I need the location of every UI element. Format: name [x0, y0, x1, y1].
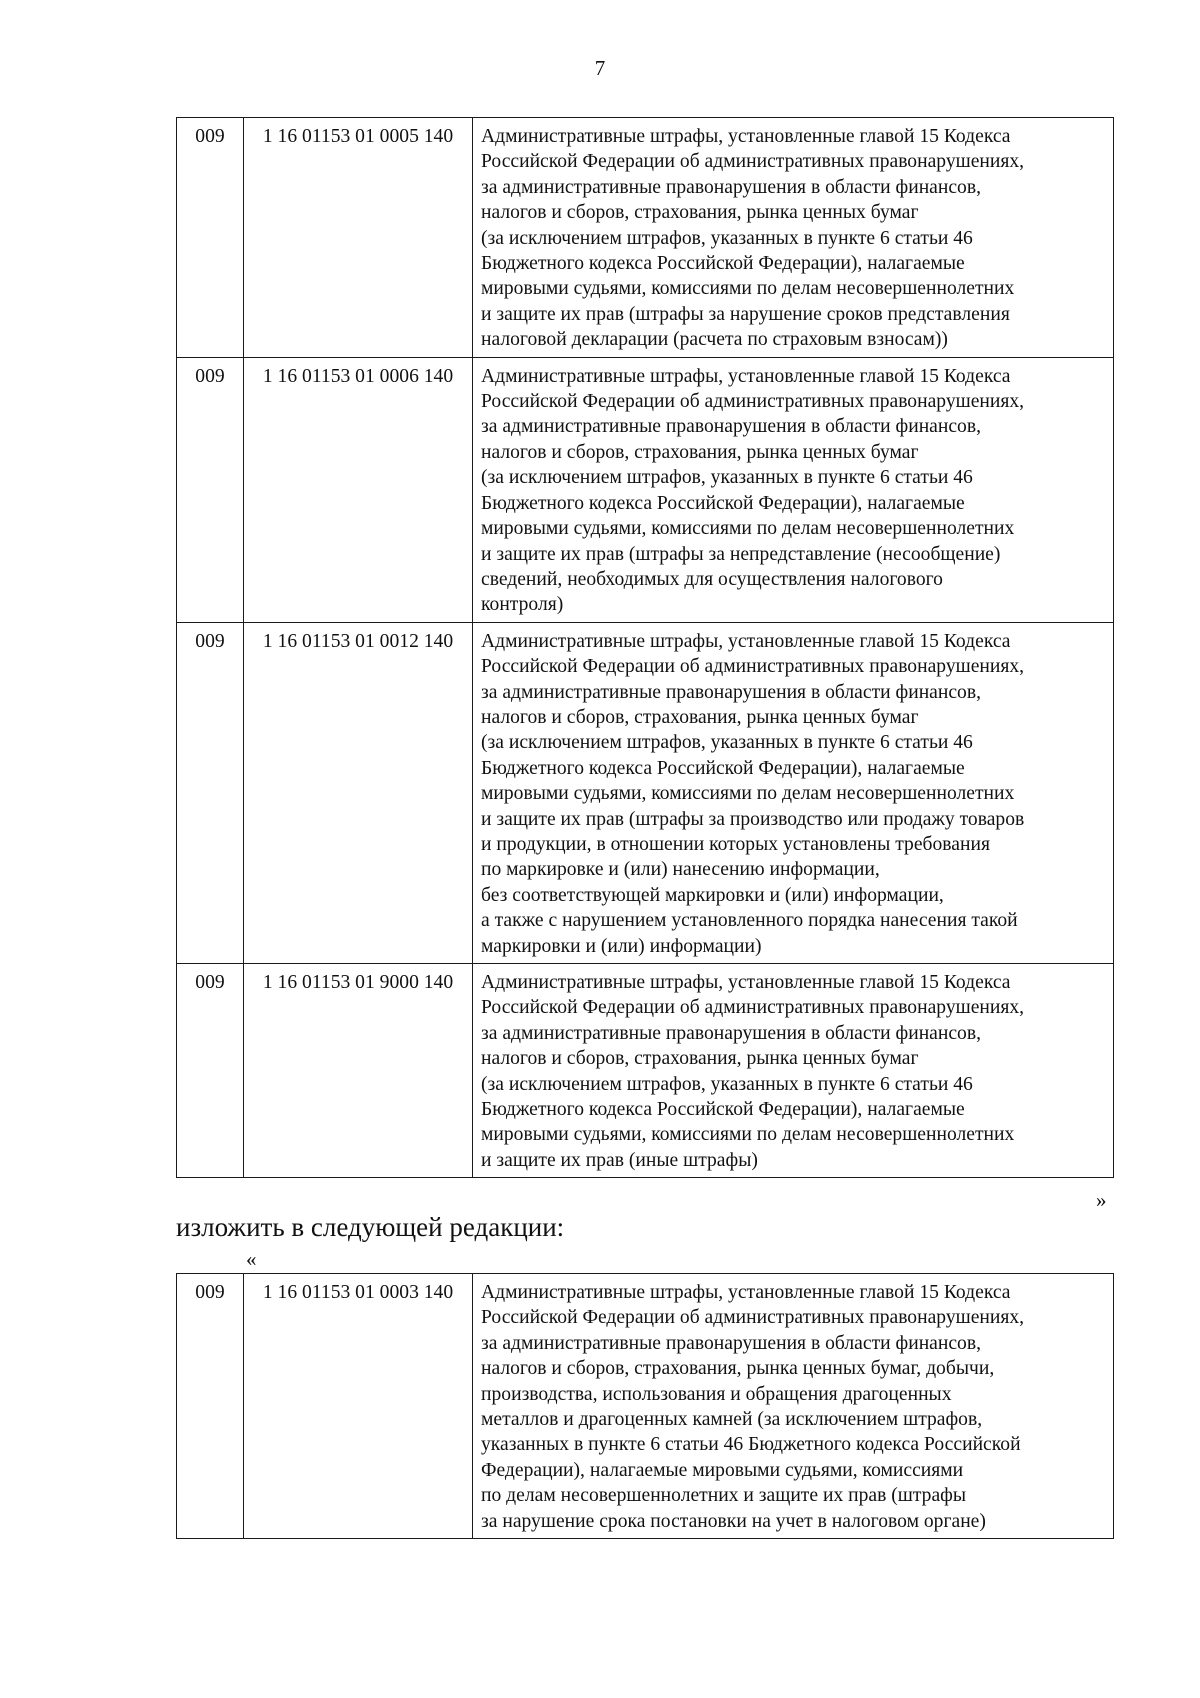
description-line: мировыми судьями, комиссиями по делам несовершеннолетних — [481, 1124, 1015, 1146]
description-line: за административные правонарушения в области финансов, — [481, 681, 982, 703]
budget-codes-table-new — [176, 1273, 1114, 1539]
description-line: за административные правонарушения в области финансов, — [481, 1022, 982, 1044]
table-row — [177, 357, 1114, 622]
admin-code-cell: 009 — [177, 357, 244, 622]
description-line: налогов и сборов, страхования, рынка ценных бумаг — [481, 1048, 919, 1070]
description-line: мировыми судьями, комиссиями по делам несовершеннолетних — [481, 783, 1015, 805]
description-line: Российской Федерации об административных правонарушениях, — [481, 656, 1025, 678]
admin-code-cell: 009 — [177, 1274, 244, 1539]
income-description-cell — [473, 1274, 1114, 1539]
budget-classification-code-cell: 1 16 01153 01 0012 140 — [244, 622, 473, 963]
table-row — [177, 622, 1114, 963]
description-line: и защите их прав (штрафы за непредставление (несообщение) — [481, 543, 1001, 565]
description-line: производства, использования и обращения драгоценных — [481, 1383, 952, 1405]
income-description-cell — [473, 622, 1114, 963]
description-line: налогов и сборов, страхования, рынка ценных бумаг, добычи, — [481, 1358, 995, 1380]
description-line: мировыми судьями, комиссиями по делам несовершеннолетних — [481, 278, 1015, 300]
admin-code-cell: 009 — [177, 622, 244, 963]
description-line: и продукции, в отношении которых установлены требования — [481, 833, 990, 855]
income-description-cell — [473, 964, 1114, 1178]
description-line: за административные правонарушения в области финансов, — [481, 176, 982, 198]
budget-codes-table-old — [176, 117, 1114, 1178]
description-line: за административные правонарушения в области финансов, — [481, 1332, 982, 1354]
budget-classification-code-cell: 1 16 01153 01 0005 140 — [244, 118, 473, 358]
amendment-instruction: изложить в следующей редакции: — [176, 1212, 565, 1242]
description-line: за административные правонарушения в области финансов, — [481, 416, 982, 438]
budget-classification-code-cell: 1 16 01153 01 0006 140 — [244, 357, 473, 622]
description-line: и защите их прав (иные штрафы) — [481, 1149, 758, 1171]
description-line: Бюджетного кодекса Российской Федерации), налагаемые — [481, 253, 965, 275]
description-line: Бюджетного кодекса Российской Федерации), налагаемые — [481, 757, 965, 779]
description-line: Российской Федерации об административных правонарушениях, — [481, 391, 1025, 413]
admin-code-cell: 009 — [177, 118, 244, 358]
description-line: Административные штрафы, установленные главой 15 Кодекса — [481, 1282, 1011, 1303]
income-description-cell — [473, 357, 1114, 622]
description-line: маркировки и (или) информации) — [481, 935, 762, 957]
description-line: налоговой декларации (расчета по страховым взносам)) — [481, 329, 948, 351]
description-line: (за исключением штрафов, указанных в пункте 6 статьи 46 — [481, 1073, 973, 1095]
description-line: контроля) — [481, 594, 564, 616]
description-line: по маркировке и (или) нанесению информации, — [481, 859, 880, 881]
table-row — [177, 964, 1114, 1178]
description-line: Российской Федерации об административных правонарушениях, — [481, 1307, 1025, 1329]
table-row — [177, 1274, 1114, 1539]
description-line: а также с нарушением установленного порядка нанесения такой — [481, 910, 1018, 932]
budget-classification-code-cell: 1 16 01153 01 9000 140 — [244, 964, 473, 1178]
closing-quote: » — [1096, 1188, 1107, 1212]
description-line: без соответствующей маркировки и (или) информации, — [481, 884, 944, 906]
description-line: (за исключением штрафов, указанных в пункте 6 статьи 46 — [481, 227, 973, 249]
description-line: металлов и драгоценных камней (за исключением штрафов, — [481, 1409, 983, 1431]
description-line: сведений, необходимых для осуществления налогового — [481, 568, 943, 590]
description-line: за нарушение срока постановки на учет в налоговом органе) — [481, 1510, 986, 1532]
description-line: Административные штрафы, установленные главой 15 Кодекса — [481, 630, 1011, 652]
description-line: указанных в пункте 6 статьи 46 Бюджетного кодекса Российской — [481, 1434, 1021, 1456]
description-line: и защите их прав (штрафы за нарушение сроков представления — [481, 303, 1010, 325]
description-line: Российской Федерации об административных правонарушениях, — [481, 151, 1025, 173]
description-line: налогов и сборов, страхования, рынка ценных бумаг — [481, 202, 919, 224]
page-number: 7 — [594, 56, 606, 80]
table-row — [177, 118, 1114, 358]
budget-classification-code-cell: 1 16 01153 01 0003 140 — [244, 1274, 473, 1539]
description-line: налогов и сборов, страхования, рынка ценных бумаг — [481, 441, 919, 463]
description-line: налогов и сборов, страхования, рынка ценных бумаг — [481, 706, 919, 728]
description-line: (за исключением штрафов, указанных в пункте 6 статьи 46 — [481, 732, 973, 754]
description-line: Административные штрафы, установленные главой 15 Кодекса — [481, 365, 1011, 387]
table-body — [177, 118, 1114, 1178]
description-line: Административные штрафы, установленные главой 15 Кодекса — [481, 972, 1011, 993]
description-line: Федерации), налагаемые мировыми судьями, комиссиями — [481, 1459, 964, 1481]
opening-quote: « — [246, 1247, 257, 1271]
income-description-cell — [473, 118, 1114, 358]
description-line: Российской Федерации об административных правонарушениях, — [481, 997, 1025, 1019]
table-body — [177, 1274, 1114, 1539]
description-line: и защите их прав (штрафы за производство или продажу товаров — [481, 808, 1025, 830]
description-line: Бюджетного кодекса Российской Федерации), налагаемые — [481, 492, 965, 514]
description-line: Административные штрафы, установленные главой 15 Кодекса — [481, 126, 1011, 147]
description-line: мировыми судьями, комиссиями по делам несовершеннолетних — [481, 518, 1015, 540]
description-line: по делам несовершеннолетних и защите их прав (штрафы — [481, 1485, 967, 1507]
admin-code-cell: 009 — [177, 964, 244, 1178]
description-line: Бюджетного кодекса Российской Федерации), налагаемые — [481, 1099, 965, 1121]
description-line: (за исключением штрафов, указанных в пункте 6 статьи 46 — [481, 467, 973, 489]
